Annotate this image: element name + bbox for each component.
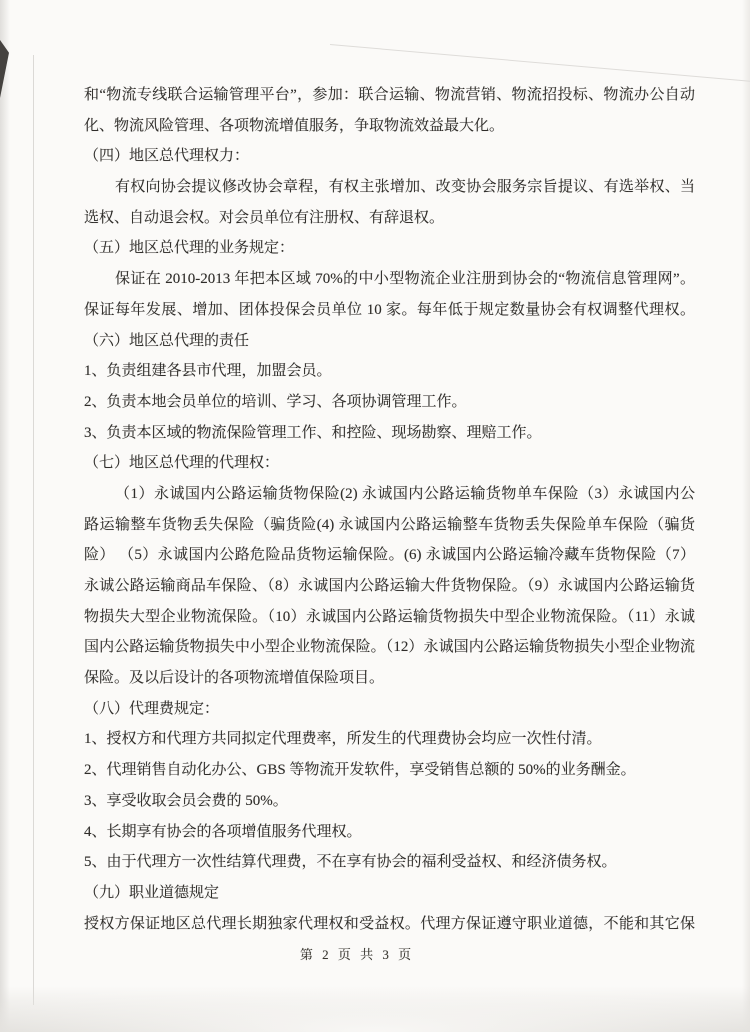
document-line: 国内公路运输货物损失中小型企业物流保险。（12）永诚国内公路运输货物损失小型企业物流 <box>84 639 695 656</box>
scan-bottom-shadow <box>0 986 750 1032</box>
document-line: 和“物流专线联合运输管理平台”，参加：联合运输、物流营销、物流招投标、物流办公自动 <box>84 87 695 103</box>
document-line: 选权、自动退会权。对会员单位有注册权、有辞退权。 <box>84 209 445 226</box>
document-line: （四）地区总代理权力： <box>84 148 250 165</box>
document-line: 险） （5）永诚国内公路危险品货物运输保险。(6) 永诚国内公路运输冷藏车货物保险（7） <box>84 547 695 564</box>
document-line: 1、授权方和代理方共同拟定代理费率，所发生的代理费协会均应一次性付清。 <box>84 731 602 748</box>
document-line: 保证在 2010-2013 年把本区域 70%的中小型物流企业注册到协会的“物流信息管理网”。 <box>115 271 695 288</box>
document-line: （1）永诚国内公路运输货物保险(2) 永诚国内公路运输货物单车保险（3）永诚国内公 <box>115 485 695 502</box>
document-line: （五）地区总代理的业务规定： <box>84 240 295 257</box>
document-line: 1、负责组建各县市代理，加盟会员。 <box>84 363 332 380</box>
page-footer: 第 2 页 共 3 页 <box>299 947 415 962</box>
document-line: 保证每年发展、增加、团体投保会员单位 10 家。每年低于规定数量协会有权调整代理权。 <box>84 301 695 318</box>
document-line: 物损失大型企业物流保险。（10）永诚国内公路运输货物损失中型企业物流保险。（11）永诚 <box>84 608 695 625</box>
document-line: 授权方保证地区总代理长期独家代理权和受益权。代理方保证遵守职业道德，不能和其它保 <box>84 915 695 932</box>
document-line: 5、由于代理方一次性结算代理费，不在享有协会的福利受益权、和经济债务权。 <box>84 854 617 871</box>
document-line: （六）地区总代理的责任 <box>84 332 250 349</box>
document-line: （九）职业道德规定 <box>84 884 220 901</box>
scan-left-edge-shadow <box>0 0 10 1032</box>
document-line: 3、享受收取会员会费的 50%。 <box>84 792 288 809</box>
document-line: 4、长期享有协会的各项增值服务代理权。 <box>84 823 362 840</box>
scan-right-edge-shadow <box>742 0 750 1032</box>
document-line: 2、代理销售自动化办公、GBS 等物流开发软件，享受销售总额的 50%的业务酬金。 <box>84 762 636 779</box>
document-line: 3、负责本区域的物流保险管理工作、和控险、现场勘察、理赔工作。 <box>84 424 542 441</box>
document-line: 保险。及以后设计的各项物流增值保险项目。 <box>84 670 385 687</box>
document-line: 2、负责本地会员单位的培训、学习、各项协调管理工作。 <box>84 393 467 410</box>
document-line: （八）代理费规定： <box>84 700 220 717</box>
document-line: 化、物流风险管理、各项物流增值服务，争取物流效益最大化。 <box>84 117 505 134</box>
document-line: 永诚公路运输商品车保险、（8）永诚国内公路运输大件货物保险。（9）永诚国内公路运输货 <box>84 578 695 594</box>
document-line: 路运输整车货物丢失保险（骗货险(4) 永诚国内公路运输整车货物丢失保险单车保险（骗货 <box>84 516 695 533</box>
scan-fold-line <box>33 55 34 1005</box>
document-line: （七）地区总代理的代理权： <box>84 455 280 472</box>
document-body <box>84 0 695 939</box>
document-line: 有权向协会提议修改协会章程，有权主张增加、改变协会服务宗旨提议、有选举权、当 <box>115 179 695 196</box>
